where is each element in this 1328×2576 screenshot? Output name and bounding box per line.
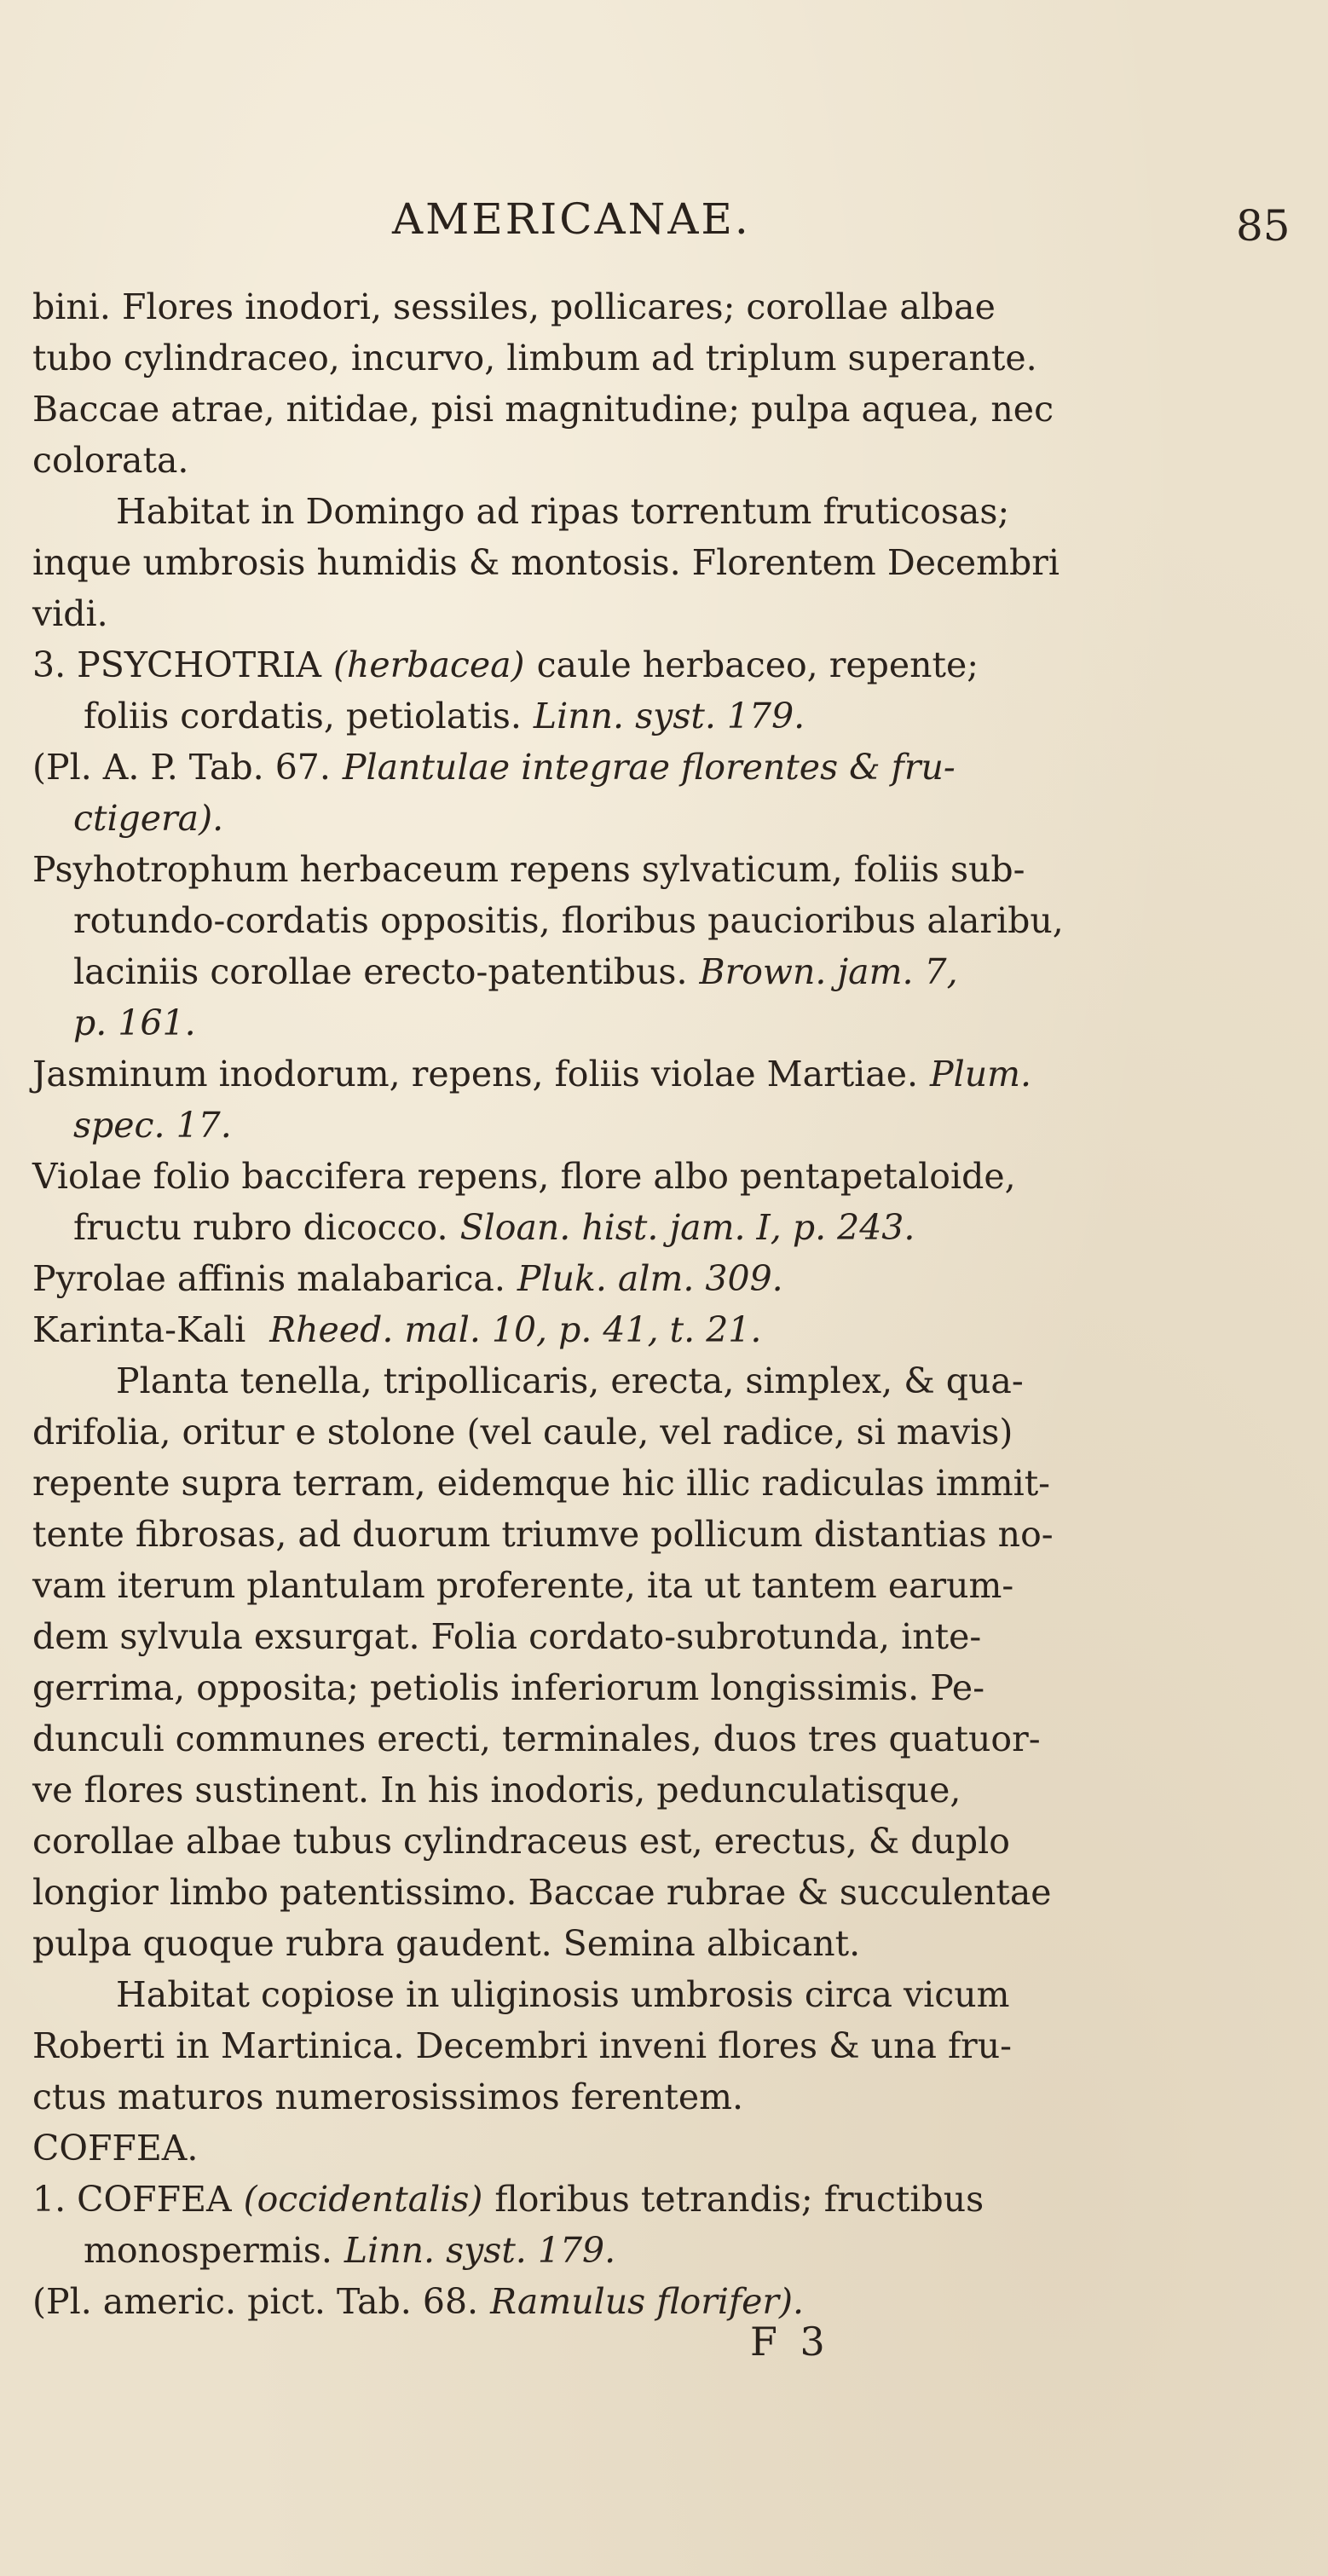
species-diagnosis: floribus tetrandis; fructibus <box>494 2179 984 2220</box>
text-line: fructu rubro dicocco. Sloan. hist. jam. I, p. 243. <box>73 1207 915 1248</box>
citation: Plum. <box>930 1054 1032 1095</box>
citation: Linn. syst. 179. <box>533 696 805 736</box>
genus-heading: COFFEA. <box>32 2128 199 2169</box>
text-line: Habitat in Domingo ad ripas torrentum fruticosas; <box>116 491 1010 532</box>
text-line: vam iterum plantulam proferente, ita ut tantem earum- <box>32 1565 1014 1606</box>
text-line: p. 161. <box>73 1002 196 1043</box>
text-line: longior limbo patentissimo. Baccae rubrae & succulentae <box>32 1872 1052 1913</box>
text-line: Roberti in Martinica. Decembri inveni flores & una fru- <box>32 2025 1012 2066</box>
synonym-line: Pyrolae affinis malabarica. Pluk. alm. 309. <box>32 1258 783 1299</box>
text-line: foliis cordatis, petiolatis. Linn. syst. 179. <box>84 696 805 736</box>
page-body <box>32 281 1277 2327</box>
text-line: Habitat copiose in uliginosis umbrosis circa vicum <box>116 1974 1010 2015</box>
page-header <box>0 194 1328 263</box>
text-line: bini. Flores inodori, sessiles, pollicares; corollae albae <box>32 286 996 327</box>
text-line: Planta tenella, tripollicaris, erecta, simplex, & qua- <box>116 1360 1024 1401</box>
citation: Linn. syst. 179. <box>344 2230 616 2271</box>
plate-caption: Plantulae integrae florentes & fru- <box>342 747 956 788</box>
text-line: rotundo-cordatis oppositis, floribus paucioribus alaribu, <box>73 900 1064 941</box>
citation: Brown. jam. 7, <box>699 951 958 992</box>
text-line: drifolia, oritur e stolone (vel caule, vel radice, si mavis) <box>32 1412 1013 1453</box>
text-line: ve flores sustinent. In his inodoris, pedunculatisque, <box>32 1770 961 1811</box>
text-line: (Pl. americ. pict. Tab. 68. Ramulus florifer). <box>32 2281 805 2322</box>
species-name: 1. COFFEA <box>32 2179 232 2220</box>
running-title: AMERICANAE. <box>392 194 751 244</box>
synonym-line: Karinta-Kali Rheed. mal. 10, p. 41, t. 21. <box>32 1309 762 1350</box>
text-line: vidi. <box>32 593 108 634</box>
species-epithet: (herbacea) <box>332 644 525 685</box>
text-line: pulpa quoque rubra gaudent. Semina albicant. <box>32 1923 861 1964</box>
text-line: gerrima, opposita; petiolis inferiorum longissimis. Pe- <box>32 1667 985 1708</box>
signature-mark: F 3 <box>750 2319 830 2365</box>
text-line: ctigera). <box>73 798 224 839</box>
species-name: 3. PSYCHOTRIA <box>32 644 321 685</box>
synonym-line: Jasminum inodorum, repens, foliis violae Martiae. Plum. <box>32 1054 1032 1095</box>
text-line: ctus maturos numerosissimos ferentem. <box>32 2076 744 2117</box>
citation: Pluk. alm. 309. <box>517 1258 783 1299</box>
text-line: laciniis corollae erecto-patentibus. Brown. jam. 7, <box>73 951 958 992</box>
text-line: dunculi communes erecti, terminales, duos tres quatuor- <box>32 1718 1041 1759</box>
text-line: tubo cylindraceo, incurvo, limbum ad triplum superante. <box>32 338 1037 378</box>
text-line: corollae albae tubus cylindraceus est, erectus, & duplo <box>32 1821 1010 1862</box>
text-line: dem sylvula exsurgat. Folia cordato-subrotunda, inte- <box>32 1616 982 1657</box>
text-line: (Pl. A. P. Tab. 67. Plantulae integrae florentes & fru- <box>32 747 956 788</box>
text-line: inque umbrosis humidis & montosis. Florentem Decembri <box>32 542 1060 583</box>
synonym-line: Violae folio baccifera repens, flore albo pentapetaloide, <box>32 1156 1016 1197</box>
page-number: 85 <box>1236 201 1290 251</box>
species-heading-coffea <box>32 2174 1277 2225</box>
text-line: colorata. <box>32 440 189 481</box>
species-diagnosis: caule herbaceo, repente; <box>536 644 979 685</box>
text-line: repente supra terram, eidemque hic illic radiculas immit- <box>32 1463 1051 1504</box>
species-heading-psychotria <box>32 639 1277 690</box>
citation: Rheed. mal. 10, p. 41, t. 21. <box>269 1309 762 1350</box>
text-line: tente fibrosas, ad duorum triumve pollicum distantias no- <box>32 1514 1054 1555</box>
species-epithet: (occidentalis) <box>243 2179 483 2220</box>
text-line: spec. 17. <box>73 1105 232 1146</box>
synonym-line: Psyhotrophum herbaceum repens sylvaticum, foliis sub- <box>32 849 1025 890</box>
citation: Sloan. hist. jam. I, p. 243. <box>459 1207 915 1248</box>
text-line: monospermis. Linn. syst. 179. <box>84 2230 616 2271</box>
text-line: Baccae atrae, nitidae, pisi magnitudine; pulpa aquea, nec <box>32 389 1054 430</box>
plate-caption: Ramulus florifer). <box>490 2281 805 2322</box>
